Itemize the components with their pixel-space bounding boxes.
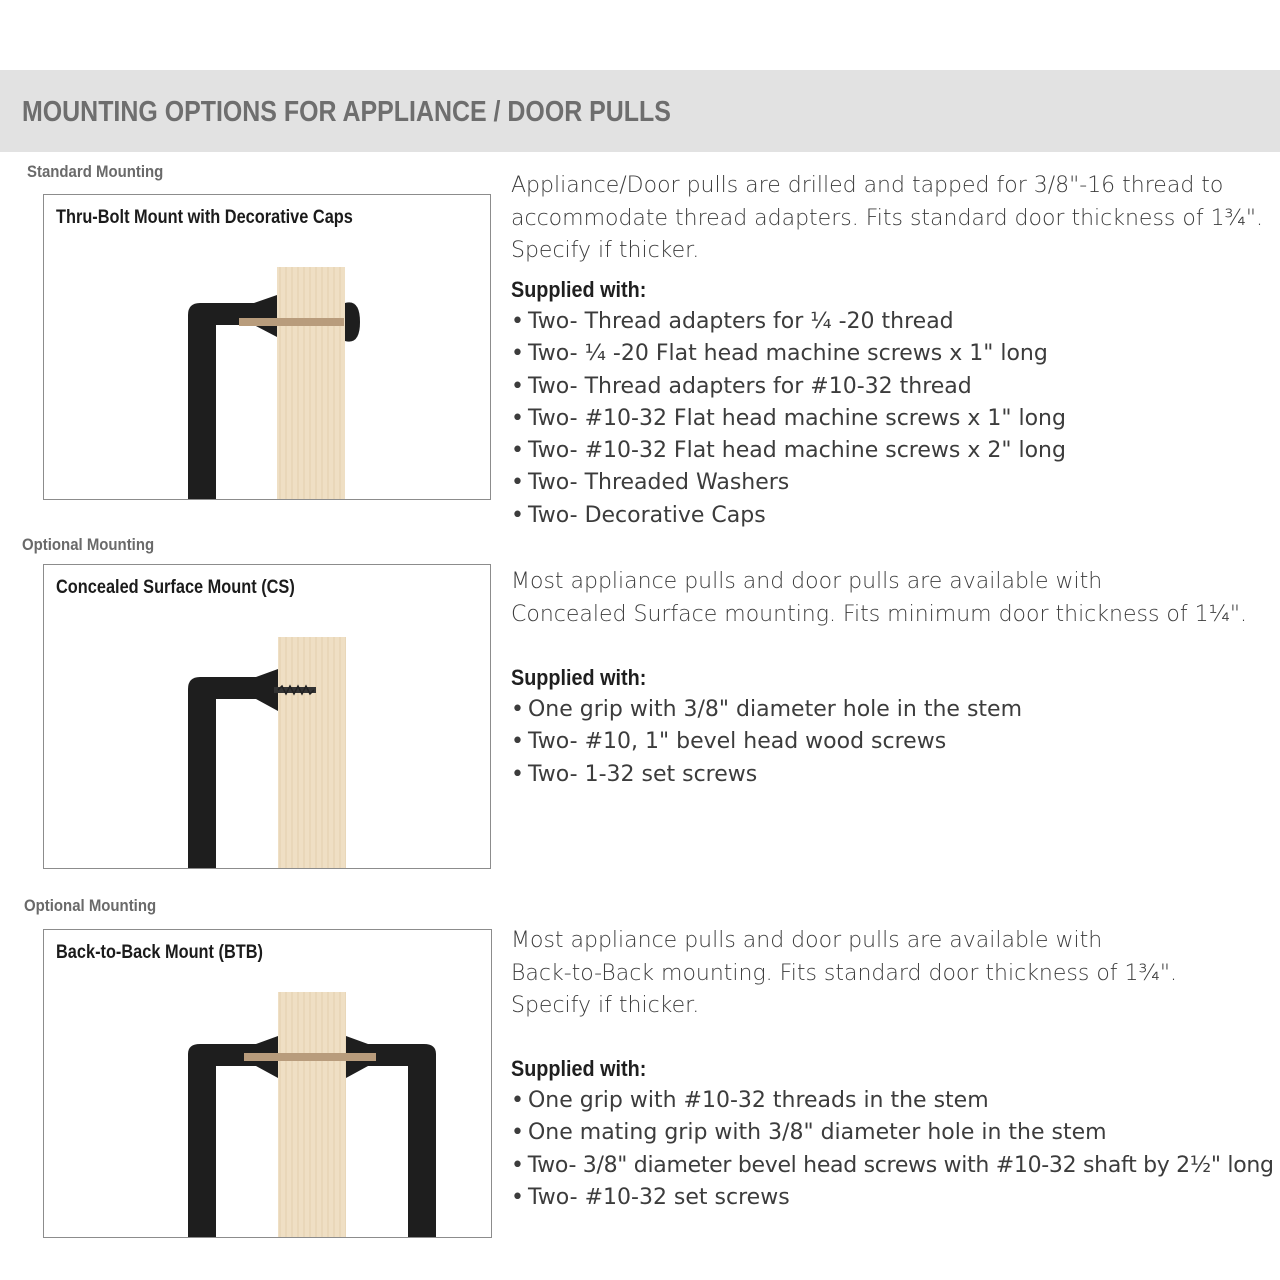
list-item: • Two- #10-32 Flat head machine screws x 2" long — [511, 435, 1066, 467]
thru-bolt-illustration — [44, 195, 490, 499]
pull-handle-right — [346, 1036, 436, 1237]
list-item: • Two- ¼ -20 Flat head machine screws x 1" long — [511, 338, 1066, 370]
pull-handle — [188, 669, 278, 868]
figure-title: Back-to-Back Mount (BTB) — [56, 942, 263, 963]
decorative-cap — [345, 302, 360, 341]
back-to-back-figure — [43, 929, 492, 1238]
list-item: • Two- 1-32 set screws — [511, 759, 1022, 791]
supplied-list — [511, 306, 1066, 532]
supplied-with-heading: Supplied with: — [511, 1056, 647, 1081]
list-item: • Two- Thread adapters for ¼ -20 thread — [511, 306, 1066, 338]
section-label-optional: Optional Mounting — [24, 896, 157, 915]
figure-title: Thru-Bolt Mount with Decorative Caps — [56, 207, 353, 228]
section-1-description: Appliance/Door pulls are drilled and tapped for 3/8"-16 thread to accommodate thread adapters. Fits standard door thickness of 1¾". Specify if thicker. — [511, 173, 1263, 263]
list-item: • Two- #10-32 set screws — [511, 1182, 1274, 1214]
supplied-list — [511, 694, 1022, 791]
page-title: MOUNTING OPTIONS FOR APPLIANCE / DOOR PULLS — [22, 96, 671, 128]
list-item: • One mating grip with 3/8" diameter hole in the stem — [511, 1117, 1274, 1149]
section-label-standard: Standard Mounting — [27, 162, 164, 181]
list-item: • Two- Threaded Washers — [511, 467, 1066, 499]
figure-title: Concealed Surface Mount (CS) — [56, 577, 295, 598]
concealed-surface-illustration — [44, 565, 490, 868]
door-panel — [278, 992, 346, 1237]
supplied-with-heading: Supplied with: — [511, 665, 647, 690]
list-item: • Two- #10-32 Flat head machine screws x 1" long — [511, 403, 1066, 435]
supplied-with-heading: Supplied with: — [511, 277, 647, 302]
section-2-description: Most appliance pulls and door pulls are available with Concealed Surface mounting. Fits minimum door thickness of 1¼". — [511, 569, 1248, 627]
thru-bolt-figure — [43, 194, 491, 500]
list-item: • Two- 3/8" diameter bevel head screws with #10-32 shaft by 2½" long — [511, 1150, 1274, 1182]
section-3-description: Most appliance pulls and door pulls are available with Back-to-Back mounting. Fits standard door thickness of 1¾". Specify if thicker. — [511, 928, 1177, 1018]
list-item: • Two- Thread adapters for #10-32 thread — [511, 371, 1066, 403]
list-item: • One grip with 3/8" diameter hole in the stem — [511, 694, 1022, 726]
list-item: • One grip with #10-32 threads in the stem — [511, 1085, 1274, 1117]
bevel-head-screw — [244, 1053, 376, 1061]
section-label-optional: Optional Mounting — [22, 535, 155, 554]
supplied-list — [511, 1085, 1274, 1214]
thru-bolt — [239, 318, 344, 326]
back-to-back-illustration — [44, 930, 491, 1237]
concealed-surface-figure — [43, 564, 491, 869]
door-panel — [278, 637, 346, 868]
pull-handle-left — [188, 1036, 278, 1237]
door-panel — [277, 267, 345, 499]
list-item: • Two- #10, 1" bevel head wood screws — [511, 726, 1022, 758]
list-item: • Two- Decorative Caps — [511, 500, 1066, 532]
